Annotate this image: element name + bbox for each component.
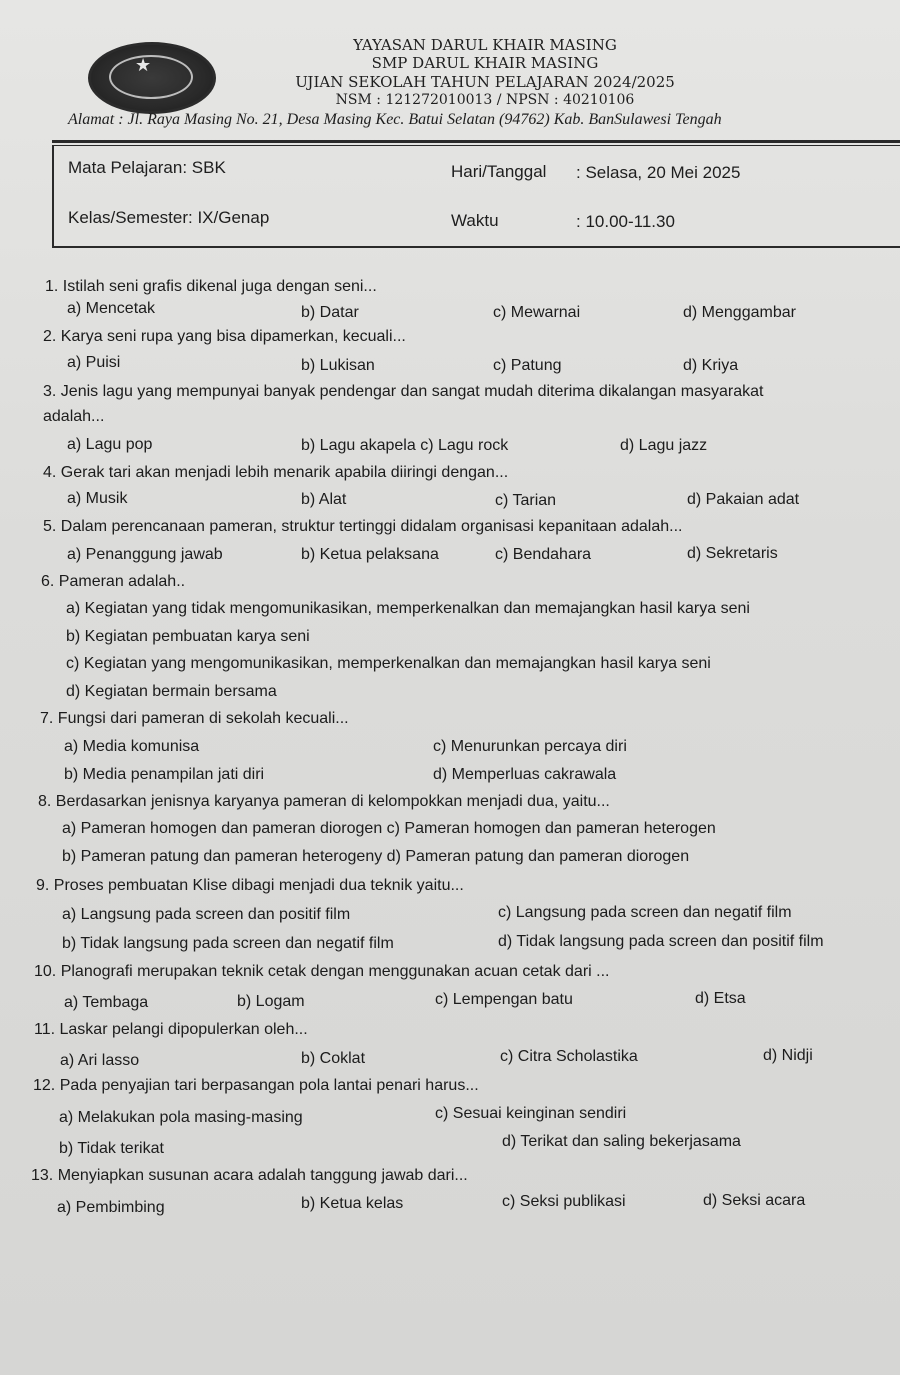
- time-value: : 10.00-11.30: [576, 212, 675, 231]
- option-5c: c) Bendahara: [495, 546, 592, 563]
- option-2b: b) Lukisan: [301, 357, 375, 374]
- question-5: 5. Dalam perencanaan pameran, struktur tertinggi didalam organisasi kepanitaan adalah...: [43, 518, 683, 535]
- question-4: 4. Gerak tari akan menjadi lebih menarik apabila diiringi dengan...: [43, 464, 509, 481]
- option-4b: b) Alat: [301, 491, 347, 508]
- option-7b: b) Media penampilan jati diri: [64, 766, 265, 783]
- class-semester: Kelas/Semester: IX/Genap: [68, 208, 270, 227]
- option-9b: b) Tidak langsung pada screen dan negatif film: [62, 935, 394, 952]
- option-3a: a) Lagu pop: [67, 436, 153, 453]
- exam-title: UJIAN SEKOLAH TAHUN PELAJARAN 2024/2025: [295, 73, 675, 91]
- question-3-cont: adalah...: [43, 408, 105, 425]
- option-1a: a) Mencetak: [67, 300, 156, 317]
- option-13c: c) Seksi publikasi: [502, 1193, 626, 1210]
- option-11c: c) Citra Scholastika: [500, 1048, 638, 1065]
- question-8: 8. Berdasarkan jenisnya karyanya pameran di kelompokkan menjadi dua, yaitu...: [38, 793, 610, 810]
- school-header: [0, 0, 900, 150]
- star-icon: ★: [135, 55, 152, 76]
- option-8ac: a) Pameran homogen dan pameran diorogen c) Pameran homogen dan pameran heterogen: [62, 820, 716, 837]
- question-13: 13. Menyiapkan susunan acara adalah tanggung jawab dari...: [31, 1167, 468, 1184]
- option-5b: b) Ketua pelaksana: [301, 546, 439, 563]
- option-4d: d) Pakaian adat: [687, 491, 800, 508]
- header-rule: [52, 140, 900, 143]
- option-1d: d) Menggambar: [683, 304, 796, 321]
- option-6a: a) Kegiatan yang tidak mengomunikasikan, memperkenalkan dan memajangkan hasil karya seni: [66, 600, 750, 617]
- option-10a: a) Tembaga: [64, 994, 149, 1011]
- option-1b: b) Datar: [301, 304, 359, 321]
- option-2c: c) Patung: [493, 357, 562, 374]
- option-12d: d) Terikat dan saling bekerjasama: [502, 1133, 741, 1150]
- option-4a: a) Musik: [67, 490, 128, 507]
- option-6d: d) Kegiatan bermain bersama: [66, 683, 277, 700]
- option-6b: b) Kegiatan pembuatan karya seni: [66, 628, 310, 645]
- option-7a: a) Media komunisa: [64, 738, 200, 755]
- question-7: 7. Fungsi dari pameran di sekolah kecuali...: [40, 710, 349, 727]
- day-value: : Selasa, 20 Mei 2025: [576, 163, 741, 182]
- school-logo: [88, 42, 216, 114]
- school-ids: NSM : 121272010013 / NPSN : 40210106: [335, 92, 635, 108]
- option-11a: a) Ari lasso: [60, 1052, 140, 1069]
- option-4c: c) Tarian: [495, 492, 557, 509]
- option-10d: d) Etsa: [695, 990, 746, 1007]
- question-2: 2. Karya seni rupa yang bisa dipamerkan, kecuali...: [43, 328, 406, 345]
- option-6c: c) Kegiatan yang mengomunikasikan, memperkenalkan dan memajangkan hasil karya seni: [66, 655, 711, 672]
- option-11b: b) Coklat: [301, 1050, 366, 1067]
- option-7d: d) Memperluas cakrawala: [433, 766, 617, 783]
- option-13d: d) Seksi acara: [703, 1192, 806, 1209]
- option-5d: d) Sekretaris: [687, 545, 778, 562]
- option-2a: a) Puisi: [67, 354, 121, 371]
- option-11d: d) Nidji: [763, 1047, 813, 1064]
- option-9d: d) Tidak langsung pada screen dan positif film: [498, 933, 824, 950]
- option-7c: c) Menurunkan percaya diri: [433, 738, 627, 755]
- question-12: 12. Pada penyajian tari berpasangan pola lantai penari harus...: [33, 1077, 479, 1094]
- day-label: Hari/Tanggal: [451, 162, 547, 181]
- option-3d: d) Lagu jazz: [620, 437, 708, 454]
- question-1: 1. Istilah seni grafis dikenal juga dengan seni...: [45, 278, 377, 295]
- option-8bd: b) Pameran patung dan pameran heterogeny d) Pameran patung dan pameran diorogen: [62, 848, 690, 865]
- option-1c: c) Mewarnai: [493, 304, 581, 321]
- school-address: Alamat : Jl. Raya Masing No. 21, Desa Masing Kec. Batui Selatan (94762) Kab. BanSulawesi Tengah: [68, 111, 722, 128]
- question-11: 11. Laskar pelangi dipopulerkan oleh...: [34, 1021, 308, 1038]
- option-10b: b) Logam: [237, 993, 305, 1010]
- school-name: SMP DARUL KHAIR MASING: [371, 54, 599, 72]
- option-13b: b) Ketua kelas: [301, 1195, 404, 1212]
- question-10: 10. Planografi merupakan teknik cetak dengan menggunakan acuan cetak dari ...: [34, 963, 610, 980]
- question-3: 3. Jenis lagu yang mempunyai banyak pendengar dan sangat mudah diterima dikalangan masyarakat: [43, 383, 764, 400]
- option-3bc: b) Lagu akapela c) Lagu rock: [301, 437, 509, 454]
- option-9c: c) Langsung pada screen dan negatif film: [498, 904, 792, 921]
- option-12b: b) Tidak terikat: [59, 1140, 164, 1157]
- subject: Mata Pelajaran: SBK: [68, 158, 226, 177]
- option-9a: a) Langsung pada screen dan positif film: [62, 906, 351, 923]
- option-13a: a) Pembimbing: [57, 1199, 165, 1216]
- time-label: Waktu: [451, 211, 499, 230]
- option-5a: a) Penanggung jawab: [67, 546, 223, 563]
- option-10c: c) Lempengan batu: [435, 991, 573, 1008]
- question-9: 9. Proses pembuatan Klise dibagi menjadi dua teknik yaitu...: [36, 877, 464, 894]
- foundation-name: YAYASAN DARUL KHAIR MASING: [353, 36, 617, 54]
- option-2d: d) Kriya: [683, 357, 739, 374]
- question-6: 6. Pameran adalah..: [41, 573, 186, 590]
- option-12c: c) Sesuai keinginan sendiri: [435, 1105, 627, 1122]
- option-12a: a) Melakukan pola masing-masing: [59, 1109, 303, 1126]
